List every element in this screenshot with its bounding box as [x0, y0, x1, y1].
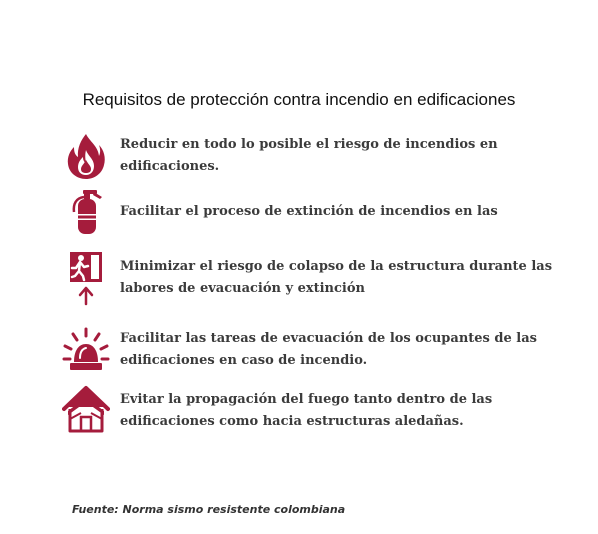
- list-item: [62, 184, 582, 240]
- page-title: Requisitos de protección contra incendio en edificaciones: [82, 90, 516, 109]
- list-item: [62, 383, 582, 439]
- item-text: Reducir en todo lo posible el riesgo de incendios en edificaciones.: [120, 137, 498, 174]
- list-item: [62, 322, 582, 378]
- list-item: [62, 250, 582, 306]
- list-item: [62, 128, 582, 184]
- emergency-exit-icon: [62, 250, 110, 306]
- item-text: Facilitar el proceso de extinción de incendios en las: [120, 204, 498, 219]
- item-text: Facilitar las tareas de evacuación de los ocupantes de las edificaciones en caso de incendio.: [120, 331, 537, 368]
- item-text: Evitar la propagación del fuego tanto dentro de las edificaciones como hacia estructuras aledañas.: [120, 392, 493, 429]
- fire-extinguisher-icon: [62, 184, 110, 240]
- item-text: Minimizar el riesgo de colapso de la estructura durante las labores de evacuación y extinción: [120, 259, 553, 296]
- source-note: Fuente: Norma sismo resistente colombiana: [72, 503, 346, 516]
- alarm-siren-icon: [62, 322, 110, 378]
- house-fire-icon: [62, 383, 110, 439]
- flame-icon: [62, 128, 110, 184]
